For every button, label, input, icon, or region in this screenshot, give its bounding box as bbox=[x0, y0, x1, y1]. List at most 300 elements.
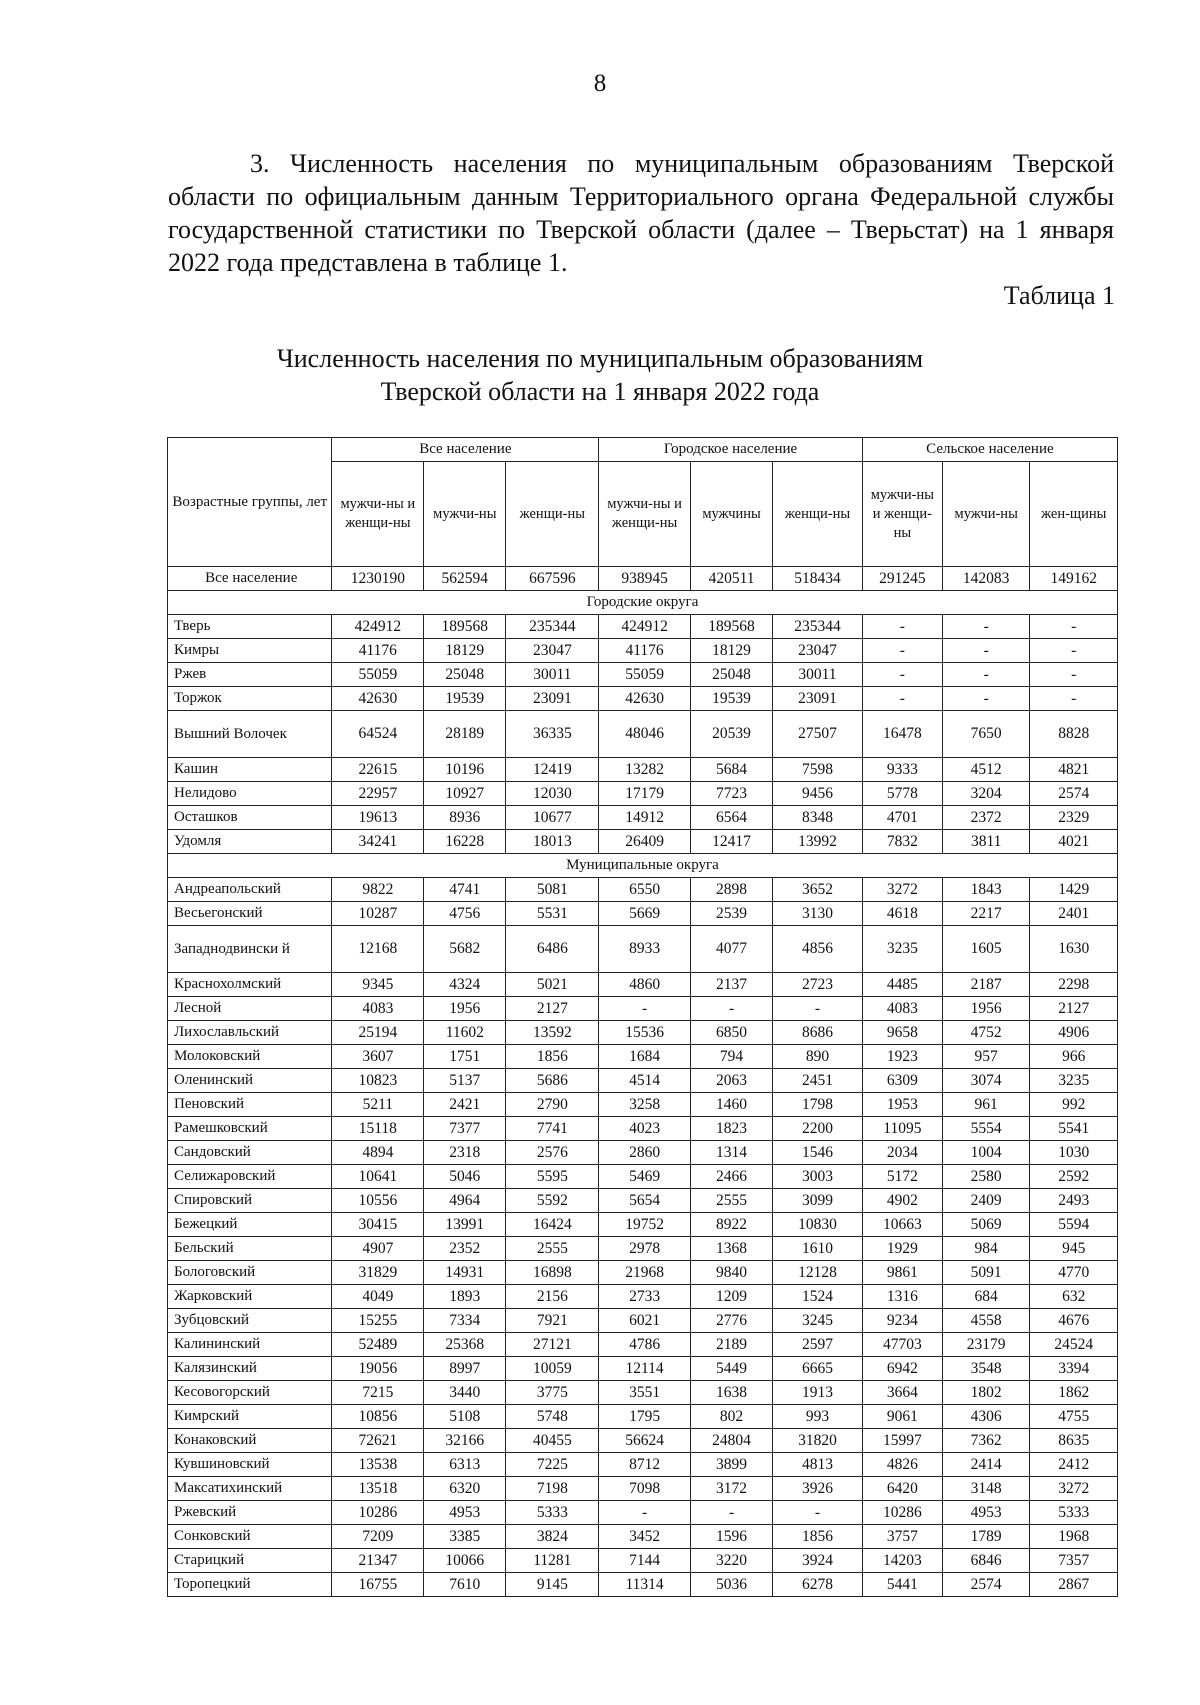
cell-value: 10286 bbox=[862, 1501, 942, 1525]
cell-value: 5669 bbox=[599, 902, 691, 926]
cell-value: 3775 bbox=[506, 1381, 599, 1405]
cell-value: 11281 bbox=[506, 1549, 599, 1573]
cell-value: 2597 bbox=[773, 1333, 863, 1357]
cell-value: 1230190 bbox=[332, 567, 424, 591]
cell-value: 3394 bbox=[1030, 1357, 1118, 1381]
row-name: Все население bbox=[168, 567, 332, 591]
cell-value: 1030 bbox=[1030, 1141, 1118, 1165]
cell-value: 9456 bbox=[773, 782, 863, 806]
table-row bbox=[168, 902, 1118, 926]
cell-value: 4676 bbox=[1030, 1309, 1118, 1333]
cell-value: - bbox=[599, 997, 691, 1021]
cell-value: 5036 bbox=[690, 1573, 772, 1597]
section-urban-districts bbox=[168, 591, 1118, 615]
cell-value: 2034 bbox=[862, 1141, 942, 1165]
cell-value: - bbox=[862, 639, 942, 663]
cell-value: 7723 bbox=[690, 782, 772, 806]
cell-value: 562594 bbox=[424, 567, 506, 591]
cell-value: 2318 bbox=[424, 1141, 506, 1165]
cell-value: 7362 bbox=[942, 1429, 1030, 1453]
cell-value: 16898 bbox=[506, 1261, 599, 1285]
table-row bbox=[168, 926, 1118, 973]
cell-value: 4512 bbox=[942, 758, 1030, 782]
subheader-rural-women: жен-щины bbox=[1030, 462, 1118, 567]
cell-value: - bbox=[1030, 687, 1118, 711]
cell-value: 8997 bbox=[424, 1357, 506, 1381]
cell-value: 24524 bbox=[1030, 1333, 1118, 1357]
cell-value: 1610 bbox=[773, 1237, 863, 1261]
row-name: Калининский bbox=[168, 1333, 332, 1357]
row-name: Кашин bbox=[168, 758, 332, 782]
cell-value: 7741 bbox=[506, 1117, 599, 1141]
table-row bbox=[168, 1357, 1118, 1381]
group-header-rural: Сельское население bbox=[862, 438, 1117, 462]
row-name: Конаковский bbox=[168, 1429, 332, 1453]
cell-value: 1316 bbox=[862, 1285, 942, 1309]
cell-value: 5108 bbox=[424, 1405, 506, 1429]
cell-value: 18129 bbox=[690, 639, 772, 663]
cell-value: 25048 bbox=[690, 663, 772, 687]
table-row bbox=[168, 878, 1118, 902]
cell-value: 72621 bbox=[332, 1429, 424, 1453]
cell-value: 4906 bbox=[1030, 1021, 1118, 1045]
cell-value: 2867 bbox=[1030, 1573, 1118, 1597]
cell-value: 10830 bbox=[773, 1213, 863, 1237]
cell-value: 2790 bbox=[506, 1093, 599, 1117]
cell-value: 13592 bbox=[506, 1021, 599, 1045]
cell-value: 55059 bbox=[332, 663, 424, 687]
cell-value: 3272 bbox=[1030, 1477, 1118, 1501]
cell-value: 2409 bbox=[942, 1189, 1030, 1213]
table-row bbox=[168, 1501, 1118, 1525]
row-name: Удомля bbox=[168, 830, 332, 854]
row-name: Старицкий bbox=[168, 1549, 332, 1573]
cell-value: 3757 bbox=[862, 1525, 942, 1549]
cell-value: 7144 bbox=[599, 1549, 691, 1573]
row-name: Весьегонский bbox=[168, 902, 332, 926]
cell-value: 10856 bbox=[332, 1405, 424, 1429]
cell-value: 1953 bbox=[862, 1093, 942, 1117]
subheader-rural-total: мужчи-ны и женщи-ны bbox=[862, 462, 942, 567]
cell-value: 32166 bbox=[424, 1429, 506, 1453]
cell-value: 8933 bbox=[599, 926, 691, 973]
cell-value: - bbox=[1030, 615, 1118, 639]
cell-value: 7650 bbox=[942, 711, 1030, 758]
cell-value: 3204 bbox=[942, 782, 1030, 806]
cell-value: - bbox=[862, 663, 942, 687]
cell-value: 17179 bbox=[599, 782, 691, 806]
cell-value: 12419 bbox=[506, 758, 599, 782]
table-row bbox=[168, 687, 1118, 711]
cell-value: 3824 bbox=[506, 1525, 599, 1549]
cell-value: 9333 bbox=[862, 758, 942, 782]
section-municipal-districts bbox=[168, 854, 1118, 878]
cell-value: 1798 bbox=[773, 1093, 863, 1117]
cell-value: 23091 bbox=[773, 687, 863, 711]
population-table bbox=[167, 437, 1118, 1597]
row-name: Жарковский bbox=[168, 1285, 332, 1309]
cell-value: 26409 bbox=[599, 830, 691, 854]
cell-value: 4083 bbox=[862, 997, 942, 1021]
table-row bbox=[168, 830, 1118, 854]
cell-value: 3272 bbox=[862, 878, 942, 902]
subheader-all-total: мужчи-ны и женщи-ны bbox=[332, 462, 424, 567]
cell-value: 1862 bbox=[1030, 1381, 1118, 1405]
cell-value: 3172 bbox=[690, 1477, 772, 1501]
cell-value: 9234 bbox=[862, 1309, 942, 1333]
cell-value: 6486 bbox=[506, 926, 599, 973]
row-name: Рамешковский bbox=[168, 1117, 332, 1141]
cell-value: 64524 bbox=[332, 711, 424, 758]
cell-value: 189568 bbox=[690, 615, 772, 639]
section-urban-districts-label: Городские округа bbox=[168, 591, 1118, 615]
cell-value: 10287 bbox=[332, 902, 424, 926]
cell-value: 4023 bbox=[599, 1117, 691, 1141]
cell-value: 28189 bbox=[424, 711, 506, 758]
cell-value: 518434 bbox=[773, 567, 863, 591]
cell-value: 2555 bbox=[506, 1237, 599, 1261]
cell-value: 6309 bbox=[862, 1069, 942, 1093]
cell-value: 189568 bbox=[424, 615, 506, 639]
cell-value: 2156 bbox=[506, 1285, 599, 1309]
cell-value: 1460 bbox=[690, 1093, 772, 1117]
cell-value: 10196 bbox=[424, 758, 506, 782]
cell-value: 23179 bbox=[942, 1333, 1030, 1357]
cell-value: 3548 bbox=[942, 1357, 1030, 1381]
cell-value: 7098 bbox=[599, 1477, 691, 1501]
row-name: Тверь bbox=[168, 615, 332, 639]
cell-value: 4049 bbox=[332, 1285, 424, 1309]
cell-value: 36335 bbox=[506, 711, 599, 758]
table-row bbox=[168, 1573, 1118, 1597]
cell-value: 5172 bbox=[862, 1165, 942, 1189]
group-header-urban: Городское население bbox=[599, 438, 863, 462]
cell-value: 3003 bbox=[773, 1165, 863, 1189]
cell-value: 3607 bbox=[332, 1045, 424, 1069]
table-row bbox=[168, 758, 1118, 782]
cell-value: 10927 bbox=[424, 782, 506, 806]
cell-value: 9658 bbox=[862, 1021, 942, 1045]
cell-value: 4821 bbox=[1030, 758, 1118, 782]
cell-value: 1956 bbox=[942, 997, 1030, 1021]
cell-value: 4953 bbox=[942, 1501, 1030, 1525]
cell-value: 961 bbox=[942, 1093, 1030, 1117]
table-row bbox=[168, 1525, 1118, 1549]
table-row bbox=[168, 1045, 1118, 1069]
cell-value: 2580 bbox=[942, 1165, 1030, 1189]
cell-value: 13991 bbox=[424, 1213, 506, 1237]
table-header bbox=[168, 438, 1118, 567]
cell-value: 2187 bbox=[942, 973, 1030, 997]
cell-value: 16424 bbox=[506, 1213, 599, 1237]
cell-value: 7598 bbox=[773, 758, 863, 782]
table-row bbox=[168, 1381, 1118, 1405]
cell-value: 291245 bbox=[862, 567, 942, 591]
cell-value: 9145 bbox=[506, 1573, 599, 1597]
cell-value: 8635 bbox=[1030, 1429, 1118, 1453]
cell-value: 8828 bbox=[1030, 711, 1118, 758]
cell-value: 3440 bbox=[424, 1381, 506, 1405]
cell-value: 19752 bbox=[599, 1213, 691, 1237]
cell-value: 27507 bbox=[773, 711, 863, 758]
cell-value: 2127 bbox=[1030, 997, 1118, 1021]
cell-value: 12128 bbox=[773, 1261, 863, 1285]
table-title-line1: Численность населения по муниципальным образованиям bbox=[276, 344, 924, 373]
row-name: Вышний Волочек bbox=[168, 711, 332, 758]
cell-value: 11314 bbox=[599, 1573, 691, 1597]
cell-value: 3452 bbox=[599, 1525, 691, 1549]
cell-value: 4894 bbox=[332, 1141, 424, 1165]
cell-value: 6313 bbox=[424, 1453, 506, 1477]
row-name: Бельский bbox=[168, 1237, 332, 1261]
subheader-urban-women: женщи-ны bbox=[773, 462, 863, 567]
cell-value: 16755 bbox=[332, 1573, 424, 1597]
cell-value: 13282 bbox=[599, 758, 691, 782]
cell-value: 5684 bbox=[690, 758, 772, 782]
cell-value: - bbox=[862, 615, 942, 639]
cell-value: 6846 bbox=[942, 1549, 1030, 1573]
cell-value: 5748 bbox=[506, 1405, 599, 1429]
table-row bbox=[168, 1261, 1118, 1285]
cell-value: 9840 bbox=[690, 1261, 772, 1285]
table-row bbox=[168, 997, 1118, 1021]
cell-value: 1956 bbox=[424, 997, 506, 1021]
cell-value: 12417 bbox=[690, 830, 772, 854]
row-name: Сандовский bbox=[168, 1141, 332, 1165]
table-row bbox=[168, 1453, 1118, 1477]
cell-value: 5021 bbox=[506, 973, 599, 997]
cell-value: 31829 bbox=[332, 1261, 424, 1285]
cell-value: 984 bbox=[942, 1237, 1030, 1261]
cell-value: 5541 bbox=[1030, 1117, 1118, 1141]
cell-value: - bbox=[942, 687, 1030, 711]
cell-value: 2555 bbox=[690, 1189, 772, 1213]
row-name: Краснохолмский bbox=[168, 973, 332, 997]
cell-value: 5594 bbox=[1030, 1213, 1118, 1237]
cell-value: 15118 bbox=[332, 1117, 424, 1141]
cell-value: 13538 bbox=[332, 1453, 424, 1477]
cell-value: 3924 bbox=[773, 1549, 863, 1573]
cell-value: 13518 bbox=[332, 1477, 424, 1501]
cell-value: 4741 bbox=[424, 878, 506, 902]
cell-value: 25194 bbox=[332, 1021, 424, 1045]
cell-value: 2414 bbox=[942, 1453, 1030, 1477]
cell-value: 4813 bbox=[773, 1453, 863, 1477]
table-row bbox=[168, 1309, 1118, 1333]
cell-value: 2137 bbox=[690, 973, 772, 997]
cell-value: 10677 bbox=[506, 806, 599, 830]
cell-value: 5046 bbox=[424, 1165, 506, 1189]
cell-value: 2576 bbox=[506, 1141, 599, 1165]
table-title-line2: Тверской области на 1 января 2022 года bbox=[380, 377, 820, 406]
cell-value: 6850 bbox=[690, 1021, 772, 1045]
cell-value: 25368 bbox=[424, 1333, 506, 1357]
row-name: Осташков bbox=[168, 806, 332, 830]
cell-value: 5449 bbox=[690, 1357, 772, 1381]
total-row bbox=[168, 567, 1118, 591]
cell-value: 3130 bbox=[773, 902, 863, 926]
cell-value: 6550 bbox=[599, 878, 691, 902]
cell-value: 8922 bbox=[690, 1213, 772, 1237]
cell-value: 6320 bbox=[424, 1477, 506, 1501]
cell-value: 945 bbox=[1030, 1237, 1118, 1261]
cell-value: 3074 bbox=[942, 1069, 1030, 1093]
cell-value: 7921 bbox=[506, 1309, 599, 1333]
row-name: Ржевский bbox=[168, 1501, 332, 1525]
cell-value: 6942 bbox=[862, 1357, 942, 1381]
cell-value: 48046 bbox=[599, 711, 691, 758]
cell-value: 420511 bbox=[690, 567, 772, 591]
row-name: Молоковский bbox=[168, 1045, 332, 1069]
cell-value: 19613 bbox=[332, 806, 424, 830]
cell-value: 149162 bbox=[1030, 567, 1118, 591]
age-groups-header: Возрастные группы, лет bbox=[168, 438, 332, 567]
cell-value: - bbox=[773, 1501, 863, 1525]
row-name: Оленинский bbox=[168, 1069, 332, 1093]
row-name: Кесовогорский bbox=[168, 1381, 332, 1405]
cell-value: 56624 bbox=[599, 1429, 691, 1453]
cell-value: 2352 bbox=[424, 1237, 506, 1261]
row-name: Кувшиновский bbox=[168, 1453, 332, 1477]
table-row bbox=[168, 806, 1118, 830]
cell-value: 40455 bbox=[506, 1429, 599, 1453]
cell-value: 9822 bbox=[332, 878, 424, 902]
cell-value: 5081 bbox=[506, 878, 599, 902]
table-row bbox=[168, 1285, 1118, 1309]
cell-value: - bbox=[942, 663, 1030, 687]
cell-value: 11602 bbox=[424, 1021, 506, 1045]
cell-value: 34241 bbox=[332, 830, 424, 854]
cell-value: 7610 bbox=[424, 1573, 506, 1597]
cell-value: 1795 bbox=[599, 1405, 691, 1429]
cell-value: 7377 bbox=[424, 1117, 506, 1141]
cell-value: 10823 bbox=[332, 1069, 424, 1093]
cell-value: 5778 bbox=[862, 782, 942, 806]
cell-value: 10663 bbox=[862, 1213, 942, 1237]
cell-value: 966 bbox=[1030, 1045, 1118, 1069]
cell-value: 1004 bbox=[942, 1141, 1030, 1165]
cell-value: 3926 bbox=[773, 1477, 863, 1501]
intro-paragraph: 3. Численность населения по муниципальным образованиям Тверской области по официальным данным Территориального органа Федеральной службы государственной статистики по Тверской области (далее – Тверьстат) на 1 января 2022 года представлена в таблице 1. bbox=[168, 149, 1114, 277]
cell-value: 20539 bbox=[690, 711, 772, 758]
cell-value: 3099 bbox=[773, 1189, 863, 1213]
cell-value: 30415 bbox=[332, 1213, 424, 1237]
cell-value: 1823 bbox=[690, 1117, 772, 1141]
cell-value: 6420 bbox=[862, 1477, 942, 1501]
cell-value: 5654 bbox=[599, 1189, 691, 1213]
cell-value: 2733 bbox=[599, 1285, 691, 1309]
cell-value: 5069 bbox=[942, 1213, 1030, 1237]
cell-value: 2574 bbox=[1030, 782, 1118, 806]
cell-value: 1751 bbox=[424, 1045, 506, 1069]
cell-value: 6564 bbox=[690, 806, 772, 830]
cell-value: 5595 bbox=[506, 1165, 599, 1189]
subheader-all-women: женщи-ны bbox=[506, 462, 599, 567]
cell-value: 9345 bbox=[332, 973, 424, 997]
cell-value: 1368 bbox=[690, 1237, 772, 1261]
cell-value: 2329 bbox=[1030, 806, 1118, 830]
cell-value: 4618 bbox=[862, 902, 942, 926]
cell-value: 14203 bbox=[862, 1549, 942, 1573]
cell-value: 2127 bbox=[506, 997, 599, 1021]
cell-value: 31820 bbox=[773, 1429, 863, 1453]
cell-value: 7225 bbox=[506, 1453, 599, 1477]
cell-value: 9061 bbox=[862, 1405, 942, 1429]
cell-value: 3385 bbox=[424, 1525, 506, 1549]
cell-value: 14912 bbox=[599, 806, 691, 830]
row-name: Кимры bbox=[168, 639, 332, 663]
cell-value: 19056 bbox=[332, 1357, 424, 1381]
cell-value: 7198 bbox=[506, 1477, 599, 1501]
cell-value: 1968 bbox=[1030, 1525, 1118, 1549]
cell-value: 8936 bbox=[424, 806, 506, 830]
cell-value: 13992 bbox=[773, 830, 863, 854]
cell-value: 4324 bbox=[424, 973, 506, 997]
row-name: Андреапольский bbox=[168, 878, 332, 902]
cell-value: 2298 bbox=[1030, 973, 1118, 997]
cell-value: 5682 bbox=[424, 926, 506, 973]
cell-value: 2898 bbox=[690, 878, 772, 902]
row-name: Нелидово bbox=[168, 782, 332, 806]
table-row bbox=[168, 1021, 1118, 1045]
cell-value: 8712 bbox=[599, 1453, 691, 1477]
table-row bbox=[168, 1165, 1118, 1189]
cell-value: 3245 bbox=[773, 1309, 863, 1333]
cell-value: 4953 bbox=[424, 1501, 506, 1525]
cell-value: 1913 bbox=[773, 1381, 863, 1405]
row-name: Сонковский bbox=[168, 1525, 332, 1549]
row-name: Бологовский bbox=[168, 1261, 332, 1285]
cell-value: - bbox=[942, 615, 1030, 639]
cell-value: 235344 bbox=[506, 615, 599, 639]
cell-value: 7209 bbox=[332, 1525, 424, 1549]
row-name: Калязинский bbox=[168, 1357, 332, 1381]
row-name: Максатихинский bbox=[168, 1477, 332, 1501]
cell-value: 684 bbox=[942, 1285, 1030, 1309]
cell-value: 1429 bbox=[1030, 878, 1118, 902]
cell-value: - bbox=[690, 1501, 772, 1525]
table-row bbox=[168, 1093, 1118, 1117]
cell-value: 2412 bbox=[1030, 1453, 1118, 1477]
cell-value: 12114 bbox=[599, 1357, 691, 1381]
cell-value: 4701 bbox=[862, 806, 942, 830]
table-row bbox=[168, 1333, 1118, 1357]
cell-value: 5333 bbox=[1030, 1501, 1118, 1525]
cell-value: 4856 bbox=[773, 926, 863, 973]
cell-value: 4306 bbox=[942, 1405, 1030, 1429]
table-row bbox=[168, 663, 1118, 687]
cell-value: 2493 bbox=[1030, 1189, 1118, 1213]
cell-value: 1789 bbox=[942, 1525, 1030, 1549]
cell-value: 9861 bbox=[862, 1261, 942, 1285]
cell-value: - bbox=[599, 1501, 691, 1525]
cell-value: 10556 bbox=[332, 1189, 424, 1213]
row-name: Лихославльский bbox=[168, 1021, 332, 1045]
cell-value: 1546 bbox=[773, 1141, 863, 1165]
row-name: Пеновский bbox=[168, 1093, 332, 1117]
cell-value: 4826 bbox=[862, 1453, 942, 1477]
cell-value: - bbox=[942, 639, 1030, 663]
cell-value: 2592 bbox=[1030, 1165, 1118, 1189]
cell-value: 2978 bbox=[599, 1237, 691, 1261]
cell-value: 15997 bbox=[862, 1429, 942, 1453]
table-row bbox=[168, 1237, 1118, 1261]
cell-value: - bbox=[690, 997, 772, 1021]
cell-value: 5441 bbox=[862, 1573, 942, 1597]
cell-value: 1684 bbox=[599, 1045, 691, 1069]
row-name: Бежецкий bbox=[168, 1213, 332, 1237]
cell-value: 21347 bbox=[332, 1549, 424, 1573]
